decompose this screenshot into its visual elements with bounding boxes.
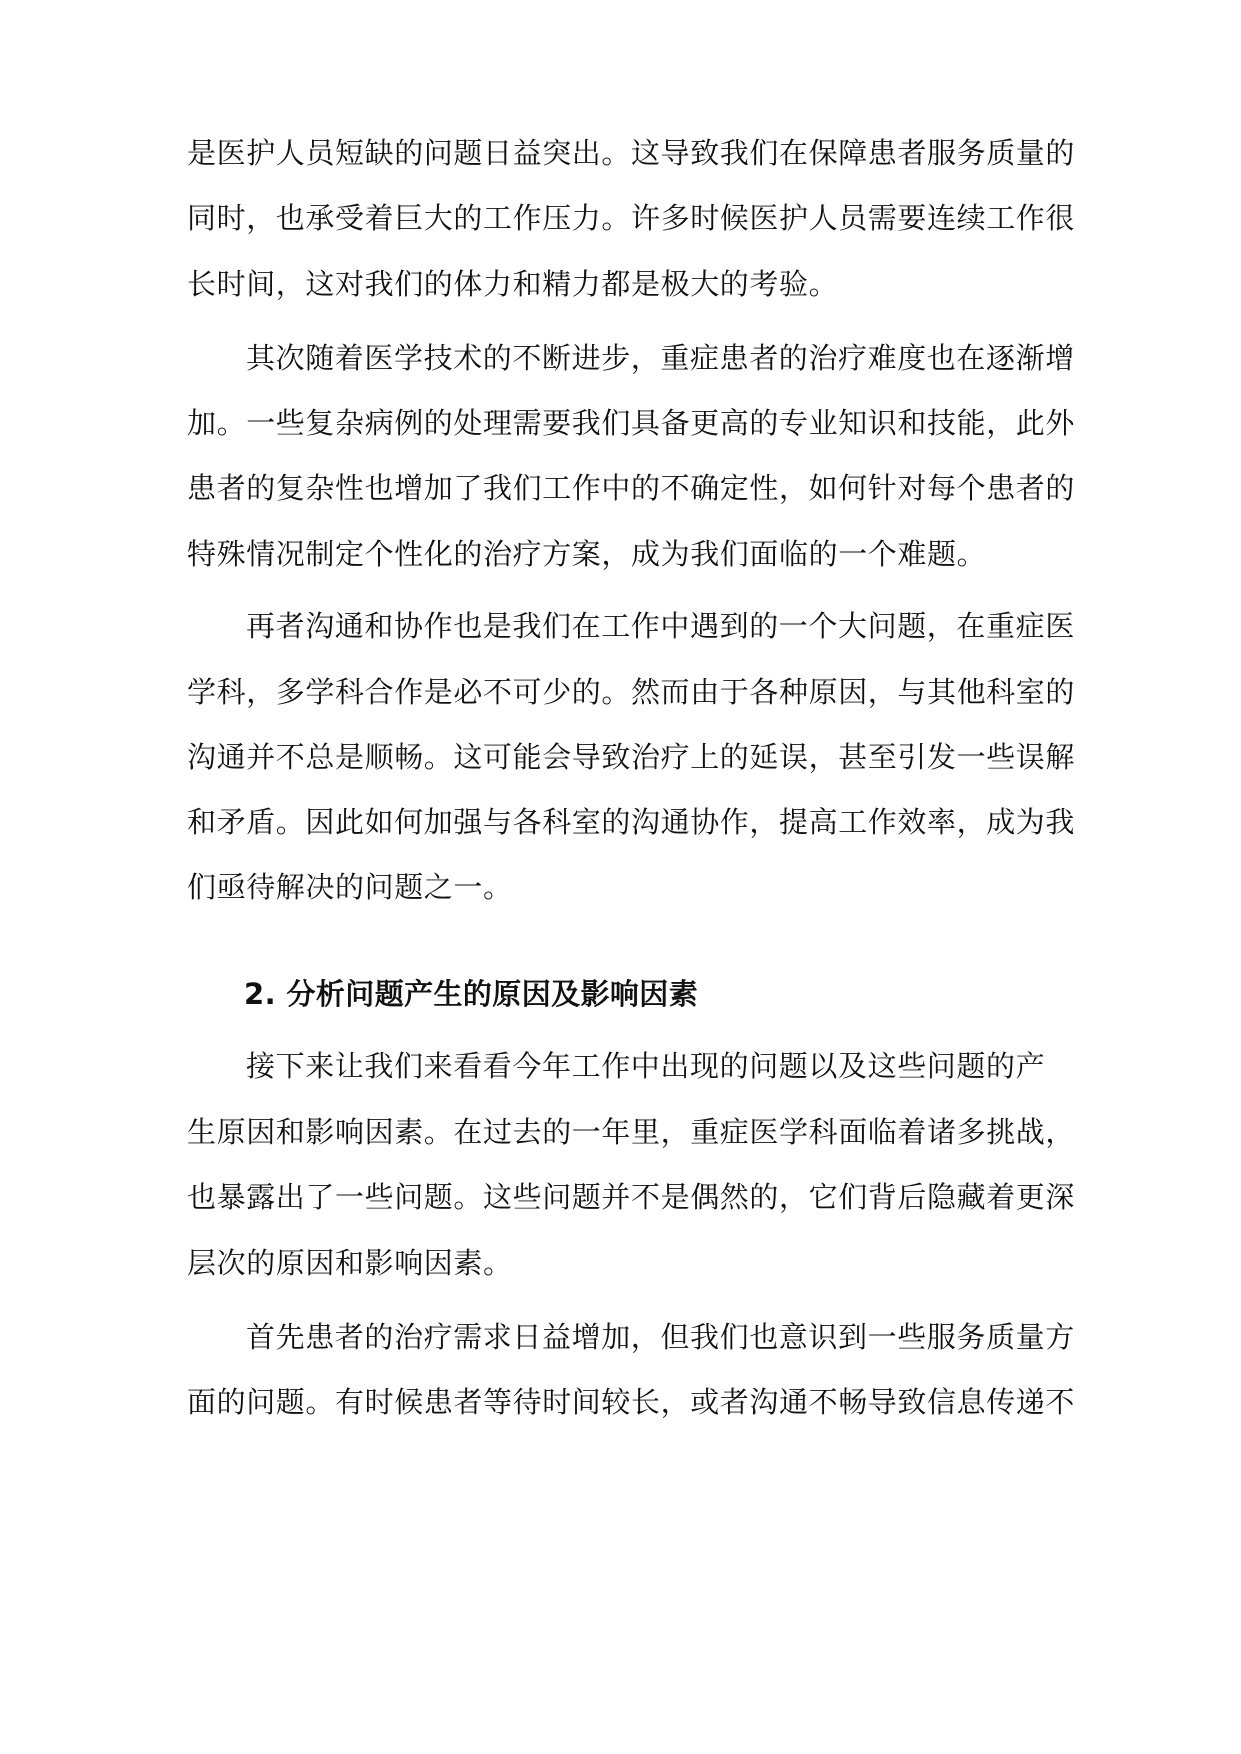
paragraph-2-line-2: 加。一些复杂病例的处理需要我们具备更高的专业知识和技能，此外 [187, 406, 1076, 440]
paragraph-5-line-1: 首先患者的治疗需求日益增加，但我们也意识到一些服务质量方 [246, 1320, 1075, 1354]
section-heading: 2. 分析问题产生的原因及影响因素 [244, 977, 699, 1011]
paragraph-4-line-4: 层次的原因和影响因素。 [187, 1246, 513, 1280]
paragraph-2-line-3: 患者的复杂性也增加了我们工作中的不确定性，如何针对每个患者的 [187, 471, 1076, 505]
paragraph-4-line-2: 生原因和影响因素。在过去的一年里，重症医学科面临着诸多挑战， [187, 1115, 1076, 1149]
paragraph-5-line-2: 面的问题。有时候患者等待时间较长，或者沟通不畅导致信息传递不 [187, 1385, 1076, 1419]
paragraph-2-line-1: 其次随着医学技术的不断进步，重症患者的治疗难度也在逐渐增 [246, 341, 1075, 375]
paragraph-4-line-1: 接下来让我们来看看今年工作中出现的问题以及这些问题的产 [246, 1049, 1046, 1083]
paragraph-3-line-5: 们亟待解决的问题之一。 [187, 870, 513, 904]
paragraph-2-line-4: 特殊情况制定个性化的治疗方案，成为我们面临的一个难题。 [187, 537, 987, 571]
paragraph-4-line-3: 也暴露出了一些问题。这些问题并不是偶然的，它们背后隐藏着更深 [187, 1180, 1076, 1214]
paragraph-1-line-3: 长时间，这对我们的体力和精力都是极大的考验。 [187, 267, 839, 301]
paragraph-1-line-2: 同时，也承受着巨大的工作压力。许多时候医护人员需要连续工作很 [187, 201, 1076, 235]
paragraph-3-line-1: 再者沟通和协作也是我们在工作中遇到的一个大问题，在重症医 [246, 609, 1075, 643]
paragraph-3-line-2: 学科，多学科合作是必不可少的。然而由于各种原因，与其他科室的 [187, 675, 1076, 709]
paragraph-3-line-4: 和矛盾。因此如何加强与各科室的沟通协作，提高工作效率，成为我 [187, 805, 1076, 839]
paragraph-3-line-3: 沟通并不总是顺畅。这可能会导致治疗上的延误，甚至引发一些误解 [187, 740, 1076, 774]
paragraph-1-line-1: 是医护人员短缺的问题日益突出。这导致我们在保障患者服务质量的 [187, 136, 1076, 170]
